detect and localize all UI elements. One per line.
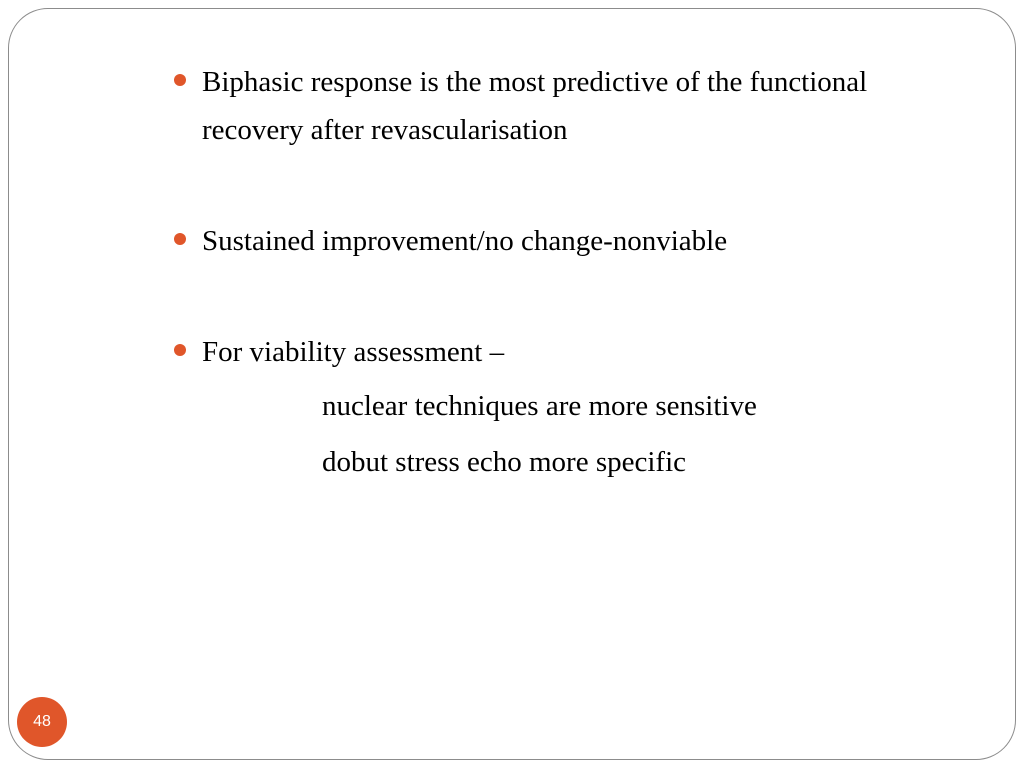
sub-line-dobut: dobut stress echo more specific (322, 446, 687, 478)
bullet-text: Biphasic response is the most predictive of the functional recovery after revascularisation (202, 66, 868, 146)
bullet-item-biphasic (170, 58, 970, 154)
bullet-item-sustained (170, 217, 970, 265)
bullet-dot-icon (174, 74, 186, 86)
bullet-text: For viability assessment – (202, 336, 505, 368)
page-number-badge: 48 (17, 697, 67, 747)
sub-line-nuclear: nuclear techniques are more sensitive (322, 390, 757, 422)
bullet-item-viability (170, 328, 970, 376)
bullet-dot-icon (174, 233, 186, 245)
bullet-dot-icon (174, 344, 186, 356)
slide-content (170, 58, 970, 490)
bullet-text: Sustained improvement/no change-nonviable (202, 225, 728, 257)
